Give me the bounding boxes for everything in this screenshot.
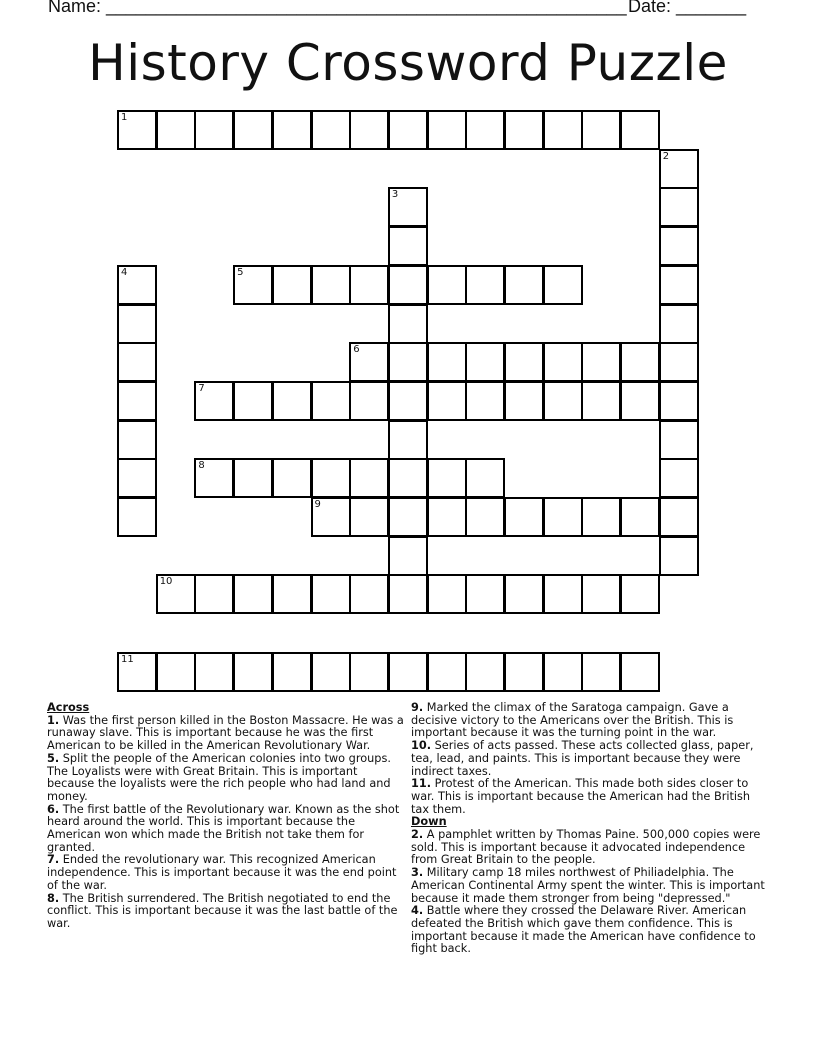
clue-across-8 [47, 893, 405, 931]
clue-number: 5. [47, 751, 60, 765]
grid-cell[interactable] [388, 381, 428, 421]
grid-cell[interactable] [465, 265, 505, 305]
grid-cell[interactable] [233, 652, 273, 692]
clue-text: Series of acts passed. These acts collected glass, paper, tea, lead, and paints. This is important because they were indirect taxes. [411, 739, 754, 778]
grid-cell[interactable] [311, 381, 351, 421]
clue-text: The British surrendered. The British negotiated to end the conflict. This is important because it was the last battle of the war. [47, 891, 398, 930]
grid-cell[interactable] [659, 536, 699, 576]
grid-cell[interactable] [465, 342, 505, 382]
grid-cell[interactable] [349, 574, 389, 614]
grid-cell[interactable] [465, 497, 505, 537]
grid-cell[interactable] [311, 265, 351, 305]
grid-cell[interactable] [543, 342, 583, 382]
grid-cell[interactable] [388, 342, 428, 382]
clue-number: 3. [411, 866, 424, 880]
clue-down-2 [411, 829, 771, 867]
grid-cell[interactable] [349, 652, 389, 692]
clue-across-5 [47, 753, 405, 804]
clue-down-3 [411, 867, 771, 905]
grid-cell[interactable] [156, 110, 196, 150]
grid-cell[interactable] [388, 110, 428, 150]
grid-cell[interactable] [504, 342, 544, 382]
clue-text: Battle where they crossed the Delaware River. American defeated the British which gave them confidence. This is important because it made the American have confidence to fight back. [411, 904, 756, 956]
grid-cell[interactable] [504, 110, 544, 150]
grid-cell[interactable] [349, 497, 389, 537]
clue-text: Protest of the American. This made both sides closer to war. This is important because the American had the British tax them. [411, 777, 751, 816]
grid-cell[interactable] [427, 110, 467, 150]
grid-cell[interactable] [194, 110, 234, 150]
date-label: Date: _______ [628, 0, 747, 16]
grid-cell[interactable] [349, 458, 389, 498]
grid-cell[interactable] [194, 574, 234, 614]
grid-cell[interactable] [620, 110, 660, 150]
clue-number: 1. [47, 713, 60, 727]
grid-cell[interactable] [388, 536, 428, 576]
clue-number: 10. [411, 739, 432, 753]
grid-cell[interactable] [504, 265, 544, 305]
clue-number: 7. [47, 853, 60, 867]
grid-cell[interactable] [581, 652, 621, 692]
grid-cell[interactable] [233, 574, 273, 614]
grid-cell[interactable] [233, 458, 273, 498]
grid-cell[interactable] [388, 458, 428, 498]
clue-number-label: 11 [121, 653, 134, 665]
clue-text: Split the people of the American colonies into two groups. The Loyalists were with Great Britain. This is important because the loyalists were the rich people who had land and money. [47, 751, 391, 803]
grid-cell[interactable] [659, 265, 699, 305]
grid-cell[interactable] [388, 265, 428, 305]
grid-cell[interactable] [427, 652, 467, 692]
clue-number-label: 10 [159, 576, 173, 588]
grid-cell[interactable] [504, 652, 544, 692]
grid-cell[interactable] [117, 497, 157, 537]
clue-number: 4. [411, 904, 424, 918]
grid-cell[interactable] [272, 652, 312, 692]
page-title: History Crossword Puzzle [88, 34, 728, 92]
grid-cell[interactable] [194, 652, 234, 692]
grid-cell[interactable] [272, 574, 312, 614]
grid-cell[interactable] [117, 110, 157, 150]
grid-cell[interactable] [620, 497, 660, 537]
grid-cell[interactable] [194, 458, 234, 498]
clue-text: Ended the revolutionary war. This recognized American independence. This is important because it was the end point of the war. [47, 853, 397, 892]
grid-cell[interactable] [117, 342, 157, 382]
grid-cell[interactable] [620, 652, 660, 692]
grid-cell[interactable] [581, 574, 621, 614]
grid-cell[interactable] [543, 574, 583, 614]
grid-cell[interactable] [388, 187, 428, 227]
grid-cell[interactable] [311, 574, 351, 614]
grid-cell[interactable] [620, 342, 660, 382]
grid-cell[interactable] [272, 381, 312, 421]
clue-number-label: 4 [121, 266, 128, 278]
grid-cell[interactable] [581, 497, 621, 537]
grid-cell[interactable] [156, 652, 196, 692]
clue-across-9 [411, 702, 771, 740]
grid-cell[interactable] [543, 652, 583, 692]
clue-number-label: 2 [662, 150, 670, 162]
grid-cell[interactable] [388, 497, 428, 537]
down-heading: Down [411, 815, 447, 829]
grid-cell[interactable] [427, 497, 467, 537]
clue-number: 2. [411, 828, 424, 842]
grid-cell[interactable] [233, 110, 273, 150]
clue-number-label: 6 [353, 344, 360, 356]
grid-cell[interactable] [659, 381, 699, 421]
grid-cell[interactable] [465, 652, 505, 692]
grid-cell[interactable] [427, 265, 467, 305]
clue-text: The first battle of the Revolutionary war. Known as the shot heard around the world. This is important because the American won which made the British not take them for granted. [47, 802, 400, 854]
grid-cell[interactable] [311, 497, 351, 537]
grid-cell[interactable] [543, 381, 583, 421]
clue-number-label: 7 [198, 382, 205, 394]
grid-cell[interactable] [117, 381, 157, 421]
grid-cell[interactable] [388, 226, 428, 266]
grid-cell[interactable] [388, 652, 428, 692]
grid-cell[interactable] [543, 265, 583, 305]
clue-across-11 [411, 778, 771, 816]
grid-cell[interactable] [620, 574, 660, 614]
grid-cell[interactable] [272, 110, 312, 150]
grid-cell[interactable] [659, 458, 699, 498]
clue-across-10 [411, 740, 771, 778]
clue-number: 8. [47, 891, 60, 905]
grid-cell[interactable] [349, 110, 389, 150]
clue-number-label: 3 [391, 189, 399, 201]
grid-cell[interactable] [311, 652, 351, 692]
grid-cell[interactable] [427, 381, 467, 421]
grid-cell[interactable] [504, 381, 544, 421]
grid-cell[interactable] [388, 420, 428, 460]
grid-cell[interactable] [465, 381, 505, 421]
clue-number: 9. [411, 701, 424, 714]
clue-number: 6. [47, 802, 60, 816]
grid-cell[interactable] [465, 458, 505, 498]
grid-cell[interactable] [465, 110, 505, 150]
grid-cell[interactable] [117, 458, 157, 498]
grid-cell[interactable] [581, 342, 621, 382]
clue-number-label: 1 [121, 112, 128, 123]
clue-across-6 [47, 804, 405, 855]
grid-cell[interactable] [620, 381, 660, 421]
clues-column-left [47, 702, 405, 931]
grid-cell[interactable] [233, 381, 273, 421]
grid-cell[interactable] [659, 149, 699, 189]
grid-cell[interactable] [581, 110, 621, 150]
grid-cell[interactable] [117, 652, 157, 692]
grid-cell[interactable] [349, 381, 389, 421]
clue-text: A pamphlet written by Thomas Paine. 500,000 copies were sold. This is important because it advocated independence from Great Britain to the people. [411, 828, 761, 867]
clue-across-1 [47, 715, 405, 753]
grid-cell[interactable] [543, 110, 583, 150]
grid-cell[interactable] [194, 381, 234, 421]
grid-cell[interactable] [349, 342, 389, 382]
clue-number: 11. [411, 777, 432, 791]
name-label: Name: ____________________________________________________ [48, 0, 627, 16]
grid-cell[interactable] [311, 110, 351, 150]
grid-cell[interactable] [659, 342, 699, 382]
grid-cell[interactable] [465, 574, 505, 614]
grid-cell[interactable] [427, 458, 467, 498]
grid-cell[interactable] [117, 420, 157, 460]
grid-cell[interactable] [349, 265, 389, 305]
grid-cell[interactable] [504, 497, 544, 537]
clue-number-label: 9 [314, 499, 321, 510]
clue-number-label: 5 [237, 266, 244, 278]
grid-cell[interactable] [659, 187, 699, 227]
grid-cell[interactable] [427, 342, 467, 382]
grid-cell[interactable] [543, 497, 583, 537]
grid-cell[interactable] [272, 265, 312, 305]
across-heading: Across [47, 701, 90, 714]
grid-cell[interactable] [659, 497, 699, 537]
grid-cell[interactable] [659, 226, 699, 266]
grid-cell[interactable] [388, 304, 428, 344]
grid-cell[interactable] [581, 381, 621, 421]
grid-cell[interactable] [117, 304, 157, 344]
grid-cell[interactable] [659, 420, 699, 460]
grid-cell[interactable] [504, 574, 544, 614]
clues-column-right [411, 702, 771, 956]
grid-cell[interactable] [156, 574, 196, 614]
grid-cell[interactable] [311, 458, 351, 498]
grid-cell[interactable] [272, 458, 312, 498]
clue-down-4 [411, 905, 771, 956]
clue-number-label: 8 [198, 460, 205, 472]
grid-cell[interactable] [659, 304, 699, 344]
grid-cell[interactable] [388, 574, 428, 614]
clue-text: Was the first person killed in the Boston Massacre. He was a runaway slave. This is important because he was the first American to be killed in the American Revolutionary War. [47, 713, 404, 753]
grid-cell[interactable] [117, 265, 157, 305]
clue-text: Marked the climax of the Saratoga campaign. Gave a decisive victory to the Americans over the British. This is important because it was the turning point in the war. [411, 701, 734, 740]
clue-text: Military camp 18 miles northwest of Philiadelphia. The American Continental Army spent the winter. This is important because it made them stronger from being "depressed." [411, 866, 765, 905]
grid-cell[interactable] [427, 574, 467, 614]
grid-cell[interactable] [233, 265, 273, 305]
clue-across-7 [47, 854, 405, 892]
